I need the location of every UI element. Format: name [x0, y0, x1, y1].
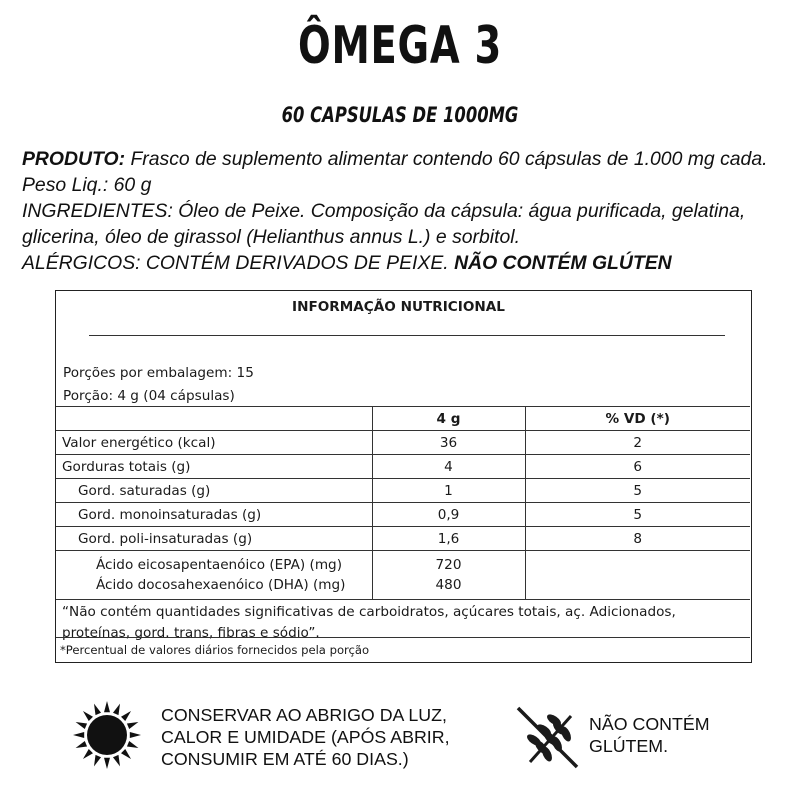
product-subtitle: 60 CAPSULAS DE 1000MG — [281, 103, 519, 127]
row-vd: 5 — [525, 503, 750, 527]
row-label: Gorduras totais (g) — [56, 455, 372, 479]
gluten-free-statement: NÃO CONTÉM GLÚTEN — [454, 252, 672, 274]
sun-ray — [83, 711, 93, 721]
table-header-row — [56, 407, 750, 431]
table-row — [56, 503, 750, 527]
daily-value-footnote: *Percentual de valores diários fornecidos pela porção — [60, 643, 370, 657]
sun-ray — [127, 722, 138, 729]
alergicos-text: ALÉRGICOS: CONTÉM DERIVADOS DE PEIXE. — [22, 252, 455, 274]
storage-line-2: CALOR E UMIDADE (APÓS ABRIR, — [161, 727, 450, 747]
row-vd: 6 — [525, 455, 750, 479]
storage-line-3: CONSUMIR EM ATÉ 60 DIAS.) — [161, 749, 409, 769]
product-description — [22, 146, 792, 276]
table-row — [56, 527, 750, 551]
sun-ray — [94, 755, 101, 766]
produto-label: PRODUTO: — [22, 148, 126, 170]
gluten-line-2: GLÚTEM. — [589, 736, 669, 756]
row-value: 36 — [372, 431, 525, 455]
row-label: Gord. monoinsaturadas (g) — [56, 503, 372, 527]
sun-ray — [113, 704, 120, 715]
row-value: 4 — [372, 455, 525, 479]
sun-ray — [121, 749, 131, 759]
product-title: ÔMEGA 3 — [297, 16, 503, 76]
produto-text: Frasco de suplemento alimentar contendo 60 cápsulas de 1.000 mg cada. Peso Liq.: 60 g — [22, 148, 768, 196]
sun-ray — [121, 711, 131, 721]
nutrition-title: INFORMAÇÃO NUTRICIONAL — [292, 299, 505, 315]
servings-per-package: Porções por embalagem: 15 — [63, 365, 254, 381]
dha-value: 480 — [435, 577, 462, 593]
sun-ray — [76, 722, 87, 729]
header-amount: 4 g — [372, 407, 525, 431]
sun-icon — [72, 700, 142, 770]
footnote-divider — [56, 637, 750, 638]
title-divider — [89, 335, 725, 336]
storage-line-1: CONSERVAR AO ABRIGO DA LUZ, — [161, 705, 447, 725]
gluten-line-1: NÃO CONTÉM — [589, 714, 710, 734]
fatty-acid-vd-empty — [525, 551, 750, 600]
fatty-acid-values — [372, 551, 525, 600]
sun-ray — [127, 741, 138, 748]
sun-ray — [113, 755, 120, 766]
nutrition-note: “Não contém quantidades significativas de carboidratos, açúcares totais, aç. Adicionados, proteínas, gord. trans, fibras e sódio”. — [62, 604, 676, 641]
header-daily-value: % VD (*) — [525, 407, 750, 431]
dha-label: Ácido docosahexaenóico (DHA) (mg) — [96, 577, 346, 593]
row-label: Valor energético (kcal) — [56, 431, 372, 455]
epa-label: Ácido eicosapentaenóico (EPA) (mg) — [96, 557, 342, 573]
table-row — [56, 479, 750, 503]
sun-ray — [104, 758, 110, 769]
row-vd: 5 — [525, 479, 750, 503]
header-empty-cell — [56, 407, 372, 431]
epa-value: 720 — [435, 557, 462, 573]
row-value: 1,6 — [372, 527, 525, 551]
table-row-fatty-acids — [56, 551, 750, 600]
sun-ray — [73, 732, 84, 738]
row-value: 1 — [372, 479, 525, 503]
sun-ray — [83, 749, 93, 759]
storage-instructions — [161, 704, 511, 770]
ingredientes-text: INGREDIENTES: Óleo de Peixe. Composição da cápsula: água purificada, gelatina, glicerina, óleo de girassol (Helianthus annus L.) e sorbitol. — [22, 200, 746, 248]
no-gluten-wheat-icon — [513, 702, 583, 772]
row-vd: 8 — [525, 527, 750, 551]
sun-ray — [76, 741, 87, 748]
nutrition-table — [56, 406, 750, 600]
fatty-acid-labels — [56, 551, 372, 600]
serving-size: Porção: 4 g (04 cápsulas) — [63, 388, 235, 404]
row-label: Gord. poli-insaturadas (g) — [56, 527, 372, 551]
row-value: 0,9 — [372, 503, 525, 527]
row-vd: 2 — [525, 431, 750, 455]
sun-ray — [94, 704, 101, 715]
nutrition-panel — [55, 290, 752, 663]
sun-ray — [130, 732, 141, 738]
sun-ray — [104, 701, 110, 712]
row-label: Gord. saturadas (g) — [56, 479, 372, 503]
table-row — [56, 455, 750, 479]
gluten-notice — [589, 713, 789, 757]
table-row — [56, 431, 750, 455]
